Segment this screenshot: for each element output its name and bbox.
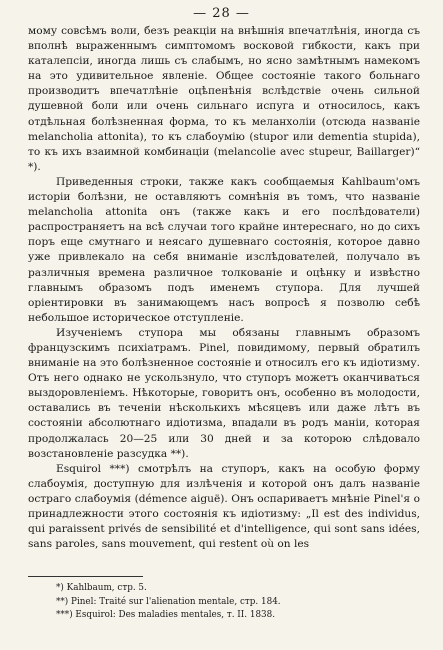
paragraph-continuation: мому совсѣмъ воли, безъ реакціи на внѣшнія впечатлѣнія, иногда съ вполнѣ выраженнымъ симптомомъ восковой гибкости, какъ при каталепсіи, иногда лишь съ слабымъ, но ясно замѣтнымъ намекомъ на это удивительное явленіе. Общее состояніе такого больнаго производитъ впечатлѣніе оцѣпенѣнія вслѣдствіе очень сильной душевной боли или очень сильнаго испуга и относилось, какъ отдѣльная болѣзненная форма, то къ меланхоліи (отсюда названіе melancholia attonita), то къ слабоумію (stupor или dementia stupida), то къ ихъ взаимной комбинаціи (melancolie avec stupeur, Baillarger)“ *). [28, 25, 420, 173]
footnote-separator [28, 576, 143, 577]
paragraph-pinel: Изученіемъ ступора мы обязаны главнымъ образомъ французскимъ психіатрамъ. Pinel, повидимому, первый обратилъ вниманіе на это болѣзненное состояніе и относилъ его къ идіотизму. Отъ него однако не ускользнуло, что ступоръ можетъ оканчиваться выздоровленіемъ. Нѣкоторые, говоритъ онъ, особенно въ молодости, оставались въ теченіи нѣсколькихъ мѣсяцевъ или даже лѣтъ въ состояніи абсолютнаго идіотизма, впадали въ родъ маніи, которая продолжалась 20—25 или 30 дней и за которою слѣдовало возстановленіе разсудка **). [28, 326, 420, 460]
main-text [28, 24, 420, 552]
footnotes [56, 582, 426, 623]
footnote-kahlbaum: *) Kahlbaum, стр. 5. [56, 583, 147, 593]
footnote-esquirol: ***) Esquirol: Des maladies mentales, т. II. 1838. [56, 610, 276, 620]
footnote-pinel: **) Pinel: Traité sur l'alienation mentale, стр. 184. [56, 596, 281, 607]
paragraph-kahlbaum: Приведенныя строки, также какъ сообщаемыя Kahlbaum'омъ исторіи болѣзни, не оставляютъ сомнѣнія въ томъ, что названіе melancholia attonita онъ (также какъ и его послѣдователи) распространяетъ на всѣ случаи того крайне интереснаго, но до сихъ поръ еще смутнаго и неясаго душевнаго состоянія, которое давно уже привлекало на себя вниманіе изслѣдователей, получало въ различныя времена различное толкованіе и оцѣнку и извѣстно главнымъ образомъ подъ именемъ ступора. Для лучшей оріентировки въ занимающемъ насъ вопросѣ я позволю себѣ небольшое историческое отступленіе. [28, 175, 420, 324]
page-number-header: — 28 — [193, 6, 250, 21]
paragraph-esquirol: Esquirol ***) смотрѣлъ на ступоръ, какъ на особую форму слабоумія, доступную для излѣченія и которой онъ далъ названіе остраго слабоумія (démence aiguë). Онъ оспариваетъ мнѣніе Pinel'я о принадлежности этого состоянія къ идіотизму: „Il est des individus, qui paraissent privés de sensibilité et d'intelligence, qui sont sans idées, sans paroles, sans mouvement, qui restent où on les [28, 462, 420, 551]
